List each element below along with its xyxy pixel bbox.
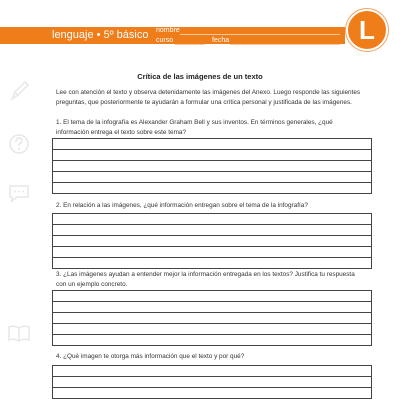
answer-line[interactable] [52,150,372,161]
answer-line[interactable] [52,258,372,269]
instructions: Lee con atención el texto y observa detenidamente las imágenes del Anexo. Luego responde las siguientes preguntas, que posteriormente te ayudarán a formular una crítica personal y justificada de las imágenes. [56,89,361,106]
worksheet-header [0,0,400,50]
subject-separator: • [96,29,101,41]
subject-label [52,29,148,42]
answer-line[interactable] [52,313,372,324]
course-field-line[interactable] [175,44,205,45]
course-field-label: curso [156,37,174,44]
question-3: 3. ¿Las imágenes ayudan a entender mejor la información entregada en los textos? Justifica tu respuesta con un ejemplo concreto. [56,271,355,288]
question-2: 2. En relación a las imágenes, ¿qué información entregan sobre el tema de la infografía? [56,202,308,209]
subject-name: lenguaje [52,29,94,41]
question-bubble-icon [6,132,32,158]
answer-line[interactable] [52,236,372,247]
answer-line[interactable] [52,388,372,399]
answer-lines-2[interactable] [52,213,372,269]
answer-line[interactable] [52,183,372,194]
subject-badge [346,9,388,51]
pencil-icon [6,78,32,104]
grade-label: 5º básico [103,29,149,41]
answer-line[interactable] [52,377,372,388]
answer-line[interactable] [52,225,372,236]
date-field-line[interactable] [230,44,340,45]
answer-lines-1[interactable] [52,138,372,194]
answer-line[interactable] [52,161,372,172]
name-field-line[interactable] [180,34,340,35]
answer-line[interactable] [52,290,372,302]
answer-line[interactable] [52,302,372,313]
name-field-label: nombre [156,27,180,34]
answer-line[interactable] [52,138,372,150]
answer-line[interactable] [52,172,372,183]
worksheet-title: Crítica de las imágenes de un texto [137,72,263,81]
date-field-label: fecha [212,37,230,44]
answer-line[interactable] [52,247,372,258]
question-4: 4. ¿Qué imagen te otorga más información que el texto y por qué? [56,353,245,360]
answer-line[interactable] [52,335,372,346]
question-1: 1. El tema de la infografía es Alexander Graham Bell y sus inventos. En términos generales, ¿qué información entrega el texto sobre este tema? [56,119,333,136]
answer-line[interactable] [52,365,372,377]
answer-line[interactable] [52,213,372,225]
badge-letter: L [359,15,375,45]
answer-lines-4[interactable] [52,365,372,399]
book-icon [6,320,32,346]
answer-line[interactable] [52,324,372,335]
chat-bubble-icon [6,180,32,206]
answer-lines-3[interactable] [52,290,372,346]
